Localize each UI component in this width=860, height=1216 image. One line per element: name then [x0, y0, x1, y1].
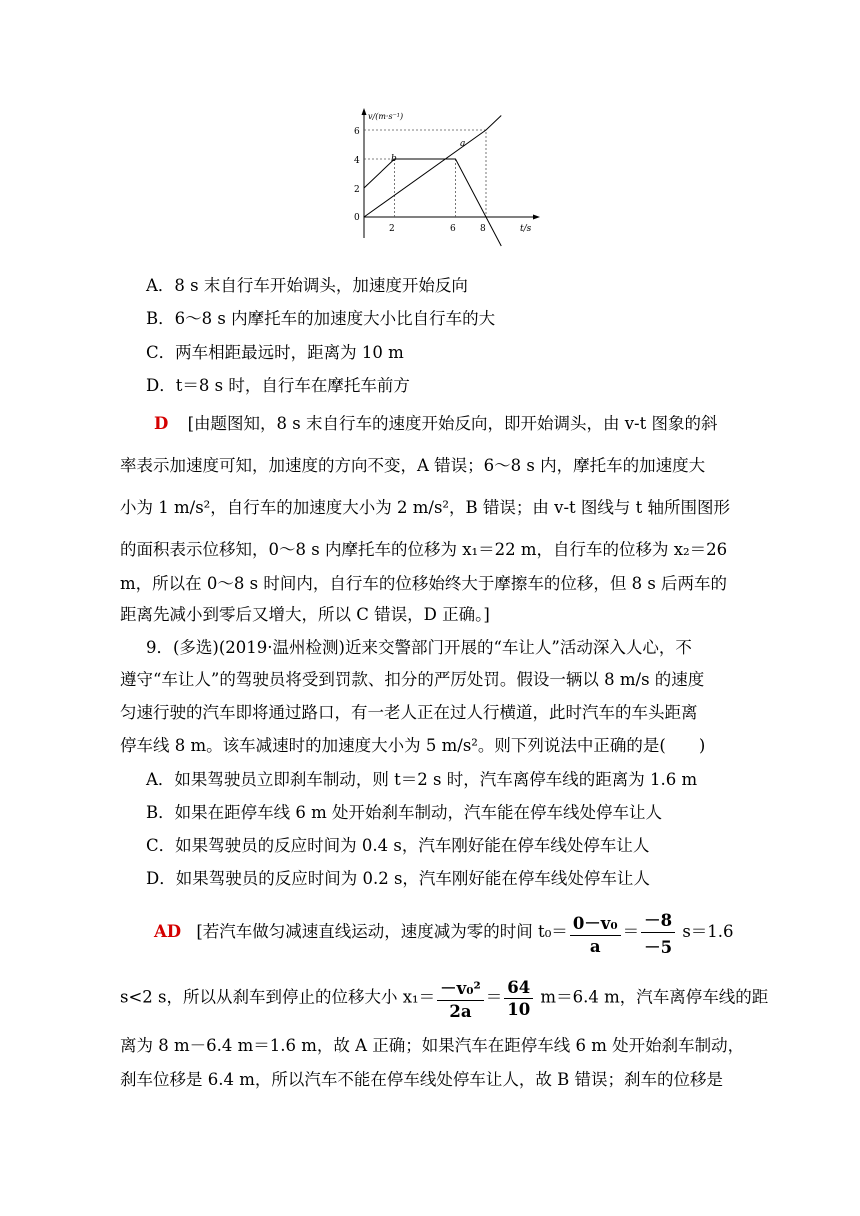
fraction-x1-denominator: 2a — [449, 1002, 472, 1021]
q8-explanation-line-2: 率表示加速度可知，加速度的方向不变，A 错误；6～8 s 内，摩托车的加速度大 — [120, 456, 706, 475]
q8-option-d: D．t＝8 s 时，自行车在摩托车前方 — [146, 376, 410, 395]
series-line-a — [364, 116, 501, 218]
q8-explanation-line-3: 小为 1 m/s²，自行车的加速度大小为 2 m/s²，B 错误；由 v-t 图线与 t 轴所围图形 — [120, 498, 731, 517]
y-tick-4: 4 — [354, 156, 360, 166]
fraction-values-numerator: －8 — [641, 907, 675, 933]
fraction-64-10-denominator: 10 — [507, 999, 531, 1019]
y-tick-2: 2 — [354, 185, 360, 195]
x-axis-arrow — [533, 215, 540, 220]
q9-explanation-line-1 — [154, 907, 734, 958]
q9-exp2-post: m＝6.4 m，汽车离停车线的距 — [535, 987, 769, 1007]
q8-explanation-line-5: m，所以在 0～8 s 时间内，自行车的位移始终大于摩擦车的位移，但 8 s 后两车的 — [120, 574, 728, 593]
y-tick-6: 6 — [354, 127, 360, 137]
fraction-t0 — [570, 910, 621, 956]
fraction-values-denominator: －5 — [644, 938, 673, 957]
q9-explanation-line-2 — [120, 975, 768, 1021]
q8-explanation-line-4: 的面积表示位移知，0～8 s 内摩托车的位移为 x₁＝22 m，自行车的位移为 x₂＝26 — [120, 540, 728, 559]
q9-exp1-post: s＝1.6 — [677, 922, 734, 941]
q9-stem-line-4: 停车线 8 m。该车减速时的加速度大小为 5 m/s²。则下列说法中正确的是( ) — [120, 736, 706, 755]
vt-graph — [352, 106, 548, 250]
q8-explanation-line-6: 距离先减小到零后又增大，所以 C 错误，D 正确。] — [120, 605, 490, 624]
y-axis-arrow — [362, 108, 367, 115]
y-tick-0: 0 — [354, 213, 360, 223]
q9-option-a: A．如果驾驶员立即刹车制动，则 t＝2 s 时，汽车离停车线的距离为 1.6 m — [146, 770, 698, 789]
q8-option-b: B．6～8 s 内摩托车的加速度大小比自行车的大 — [146, 309, 496, 328]
vt-graph-svg — [352, 106, 548, 250]
q9-exp1-pre: [若汽车做匀减速直线运动，速度减为零的时间 t₀＝ — [196, 922, 568, 941]
fraction-t0-denominator: a — [589, 936, 601, 956]
fraction-x1-numerator: －v₀² — [437, 975, 484, 1001]
q8-option-a: A．8 s 末自行车开始调头，加速度开始反向 — [146, 276, 468, 295]
q9-explanation-line-3: 离为 8 m－6.4 m＝1.6 m，故 A 正确；如果汽车在距停车线 6 m 处开始刹车制动， — [120, 1036, 745, 1055]
fraction-x1 — [437, 975, 484, 1021]
fraction-t0-numerator: 0－v₀ — [570, 910, 621, 936]
q9-option-d: D．如果驾驶员的反应时间为 0.2 s，汽车刚好能在停车线处停车让人 — [146, 869, 650, 888]
fraction-64-10 — [504, 978, 533, 1019]
x-tick-6: 6 — [450, 224, 456, 234]
q9-stem-line-1: 9．(多选)(2019·温州检测)近来交警部门开展的“车让人”活动深入人心，不 — [146, 638, 692, 657]
fraction-64-10-numerator: 64 — [504, 978, 533, 999]
q9-exp2-pre: s<2 s，所以从刹车到停止的位移大小 x₁＝ — [120, 987, 436, 1007]
fraction-values — [641, 907, 675, 958]
x-tick-2: 2 — [389, 224, 395, 234]
q8-exp1-text: [由题图知，8 s 末自行车的速度开始反向，即开始调头，由 v-t 图象的斜 — [187, 414, 718, 433]
label-b: b — [391, 154, 397, 164]
equals-sign: ＝ — [622, 922, 640, 941]
q9-option-b: B．如果在距停车线 6 m 处开始刹车制动，汽车能在停车线处停车让人 — [146, 803, 663, 822]
x-axis-label: t/s — [520, 224, 532, 234]
q9-stem-line-2: 遵守“车让人”的驾驶员将受到罚款、扣分的严厉处罚。假设一辆以 8 m/s 的速度 — [120, 670, 705, 689]
q9-stem-line-3: 匀速行驶的汽车即将通过路口，有一老人正在过人行横道，此时汽车的车头距离 — [120, 703, 698, 722]
q8-explanation-line-1 — [154, 414, 717, 434]
q9-answer: AD — [154, 922, 182, 941]
q9-option-c: C．如果驾驶员的反应时间为 0.4 s，汽车刚好能在停车线处停车让人 — [146, 836, 650, 855]
q9-explanation-line-4: 刹车位移是 6.4 m，所以汽车不能在停车线处停车让人，故 B 错误；刹车的位移是 — [120, 1070, 723, 1089]
q8-option-c: C．两车相距最远时，距离为 10 m — [146, 343, 404, 362]
x-tick-8: 8 — [480, 224, 486, 234]
q8-answer: D — [154, 414, 169, 433]
y-axis-label: v/(m·s⁻¹) — [368, 112, 404, 121]
equals-sign-2: ＝ — [485, 987, 503, 1007]
label-a: a — [460, 139, 466, 149]
